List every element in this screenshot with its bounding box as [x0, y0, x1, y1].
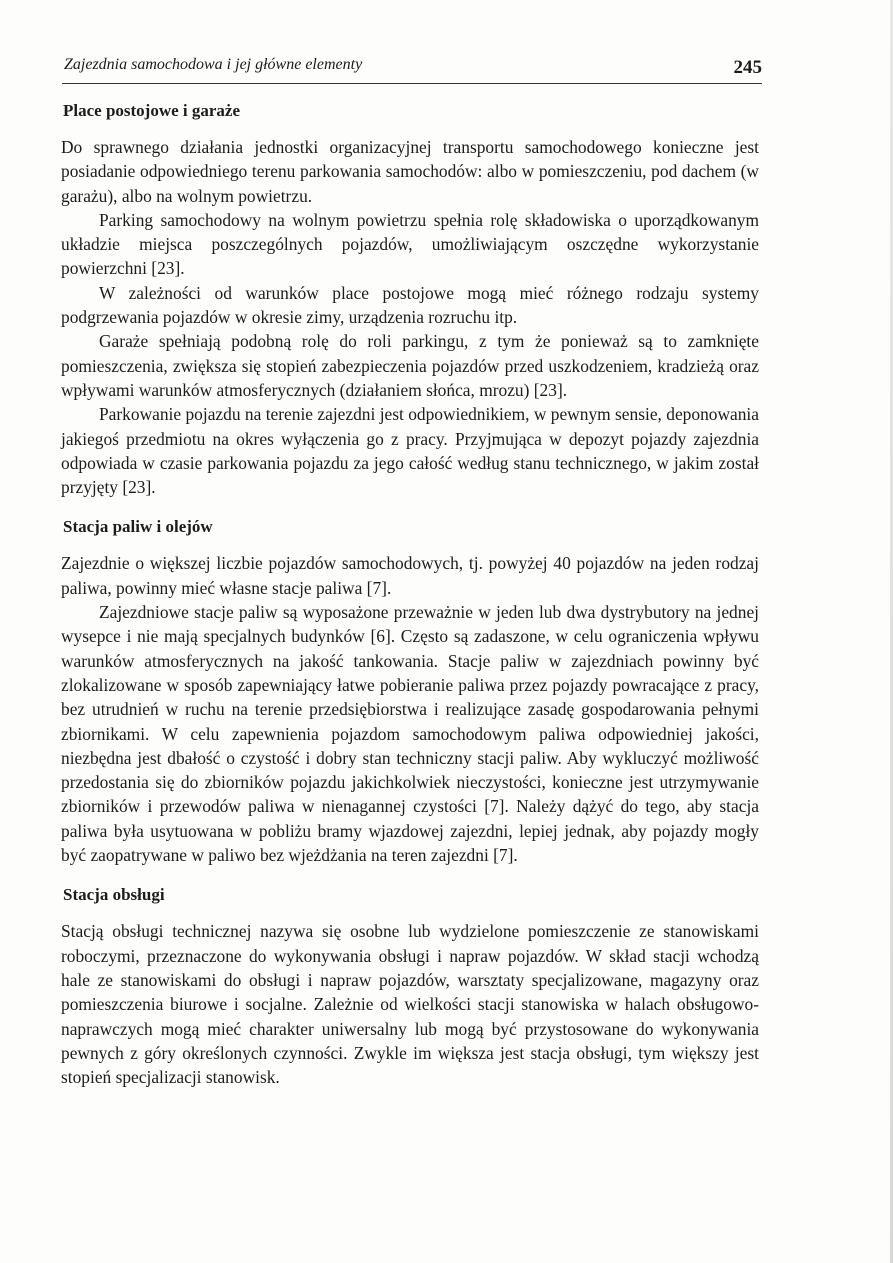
paragraph: Parking samochodowy na wolnym powietrzu spełnia rolę składowiska o uporządkowanym układzie miejsca poszczególnych pojazdów, umożliwiającym oszczędne wykorzystanie powierzchni [23].: [61, 209, 759, 279]
paragraph: Zajezdnie o większej liczbie pojazdów samochodowych, tj. powyżej 40 pojazdów na jeden rodzaj paliwa, powinny mieć własne stacje paliwa [7].: [61, 553, 759, 598]
page-body: [61, 100, 759, 1106]
section-stacja-paliw: [61, 516, 759, 867]
paragraph: Garaże spełniają podobną rolę do roli parkingu, z tym że ponieważ są to zamknięte pomieszczenia, zwiększa się stopień zabezpieczenia pojazdów przed uszkodzeniem, kradzieżą oraz wpływami warunków atmosferycznych (działaniem słońca, mrozu) [23].: [61, 331, 759, 400]
running-title: Zajezdnia samochodowa i jej główne elementy: [64, 56, 363, 73]
paragraph: Stacją obsługi technicznej nazywa się osobne lub wydzielone pomieszczenie ze stanowiskami roboczymi, przeznaczone do wykonywania obsługi i napraw pojazdów. W skład stacji wchodzą hale ze stanowiskami do obsługi i napraw pojazdów, warsztaty specjalizowane, magazyny oraz pomieszczenia biurowe i socjalne. Zależnie od wielkości stacji stanowiska w halach obsługowo-naprawczych mogą mieć charakter uniwersalny lub mogą być przystosowane do wykonywania pewnych z góry określonych czynności. Zwykle im większa jest stacja obsługi, tym większy jest stopień specjalizacji stanowisk.: [61, 921, 759, 1088]
section-stacja-obslugi: [61, 884, 759, 1089]
paragraph: Parkowanie pojazdu na terenie zajezdni jest odpowiednikiem, w pewnym sensie, deponowania jakiegoś przedmiotu na okres wyłączenia go z pracy. Przyjmująca w depozyt pojazdy zajezdnia odpowiada w czasie parkowania pojazdu za jego całość według stanu technicznego, w jakim został przyjęty [23].: [61, 404, 759, 498]
paragraph: Zajezdniowe stacje paliw są wyposażone przeważnie w jeden lub dwa dystrybutory na jednej wysepce i nie mają specjalnych budynków [6]. Często są zadaszone, w celu ograniczenia wpływu warunków atmosferycznych na jakość tankowania. Stacje paliw w zajezdniach powinny być zlokalizowane w sposób zapewniający łatwe pobieranie paliwa przez pojazdy powracające z pracy, bez utrudnień w ruchu na terenie przedsiębiorstwa i realizujące zasadę gospodarowania pełnymi zbiornikami. W celu zapewnienia pojazdom samochodowym paliwa odpowiedniej jakości, niezbędna jest dbałość o czystość i dobry stan techniczny stacji paliw. Aby wykluczyć możliwość przedostania się do zbiorników pojazdu jakichkolwiek nieczystości, konieczne jest utrzymywanie zbiorników i przewodów paliwa w nienagannej czystości [7]. Należy dążyć do tego, aby stacja paliwa była usytuowana w pobliżu bramy wjazdowej zajezdni, lepiej jednak, aby pojazdy mogły być zaopatrywane w paliwo bez wjeżdżania na teren zajezdni [7].: [61, 602, 759, 866]
paragraph: Do sprawnego działania jednostki organizacyjnej transportu samochodowego konieczne jest posiadanie odpowiedniego terenu parkowania samochodów: albo w pomieszczeniu, pod dachem (w garażu), albo na wolnym powietrzu.: [61, 137, 759, 206]
section-heading: Stacja paliw i olejów: [63, 517, 213, 537]
header-rule: [62, 83, 762, 84]
page-number: 245: [733, 57, 762, 78]
section-heading: Place postojowe i garaże: [63, 101, 241, 120]
section-heading: Stacja obsługi: [63, 885, 165, 905]
section-place-postojowe: [61, 100, 759, 499]
paragraph: W zależności od warunków place postojowe mogą mieć różnego rodzaju systemy podgrzewania pojazdów w okresie zimy, urządzenia rozruchu itp.: [61, 282, 759, 328]
